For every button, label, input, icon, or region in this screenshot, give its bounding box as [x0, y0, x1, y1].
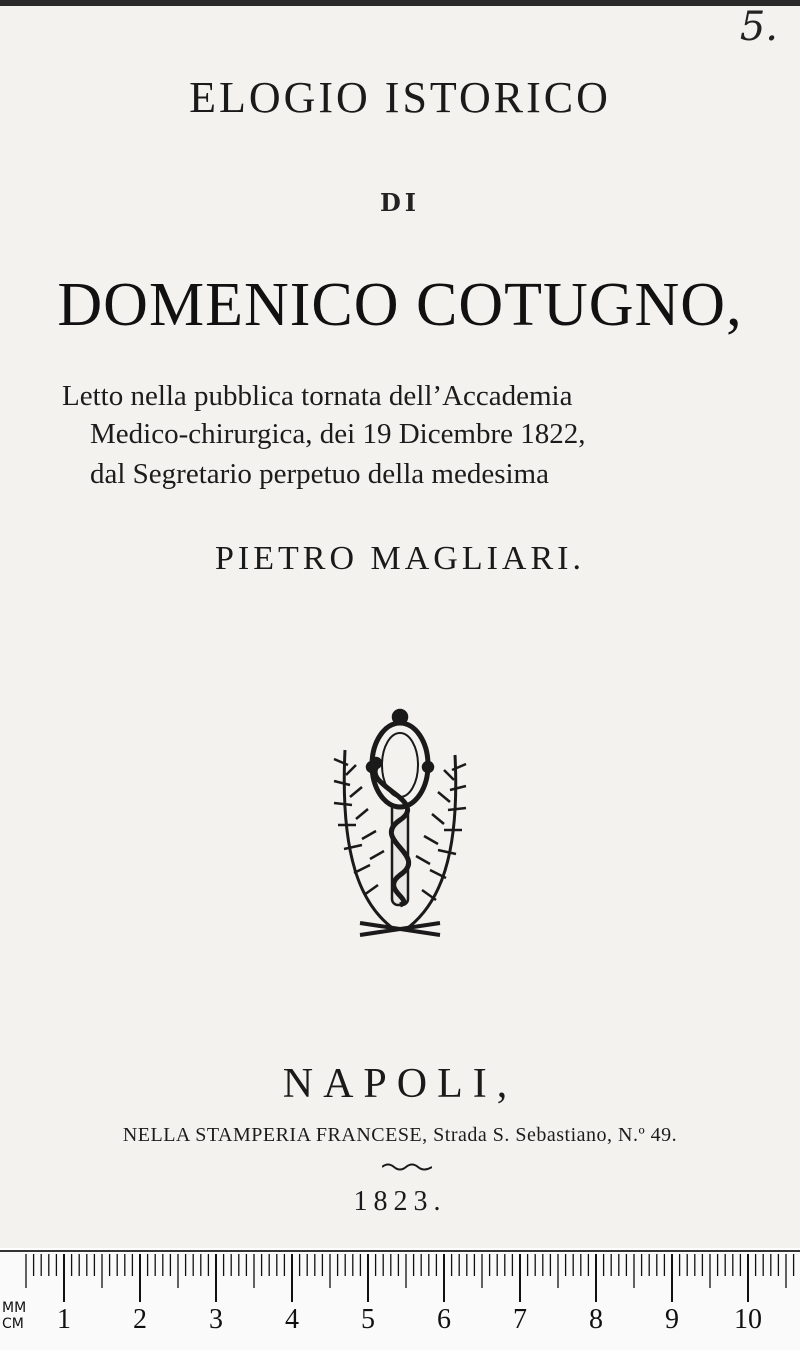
subject-name: DOMENICO COTUGNO, [57, 271, 743, 339]
ruler-number: 2 [133, 1304, 147, 1335]
title-line: ELOGIO ISTORICO [189, 73, 611, 122]
title-di: DI [379, 188, 421, 217]
page-number: 5. [739, 4, 778, 50]
body-line-3: dal Segretario perpetuo della medesima [90, 458, 549, 490]
city-name: NAPOLI, [282, 1061, 518, 1107]
ruler-unit-cm: CM [2, 1316, 24, 1332]
ruler-number: 6 [437, 1304, 451, 1335]
ruler-number: 8 [589, 1304, 603, 1335]
ruler-number: 3 [209, 1304, 223, 1335]
ruler-number: 5 [361, 1304, 375, 1335]
page-top-edge [0, 0, 800, 6]
ruler-number: 1 [57, 1304, 71, 1335]
caduceus-wreath-icon [300, 705, 500, 945]
measuring-ruler [0, 1250, 800, 1350]
ruler-number: 7 [513, 1304, 527, 1335]
body-line-1: Letto nella pubblica tornata dell’Accademia [62, 380, 573, 412]
ruler-number: 9 [665, 1304, 679, 1335]
ornamental-rule [382, 1162, 432, 1172]
body-line-2: Medico-chirurgica, dei 19 Dicembre 1822, [90, 418, 586, 450]
ruler-ticks [0, 1252, 800, 1350]
publication-year: 1823. [353, 1186, 447, 1217]
ruler-number: 4 [285, 1304, 299, 1335]
printer-imprint: NELLA STAMPERIA FRANCESE, Strada S. Sebastiano, N.º 49. [122, 1124, 678, 1146]
author-name: PIETRO MAGLIARI. [215, 540, 585, 577]
ruler-number: 10 [734, 1304, 762, 1335]
ruler-unit-mm: MM [2, 1300, 27, 1316]
